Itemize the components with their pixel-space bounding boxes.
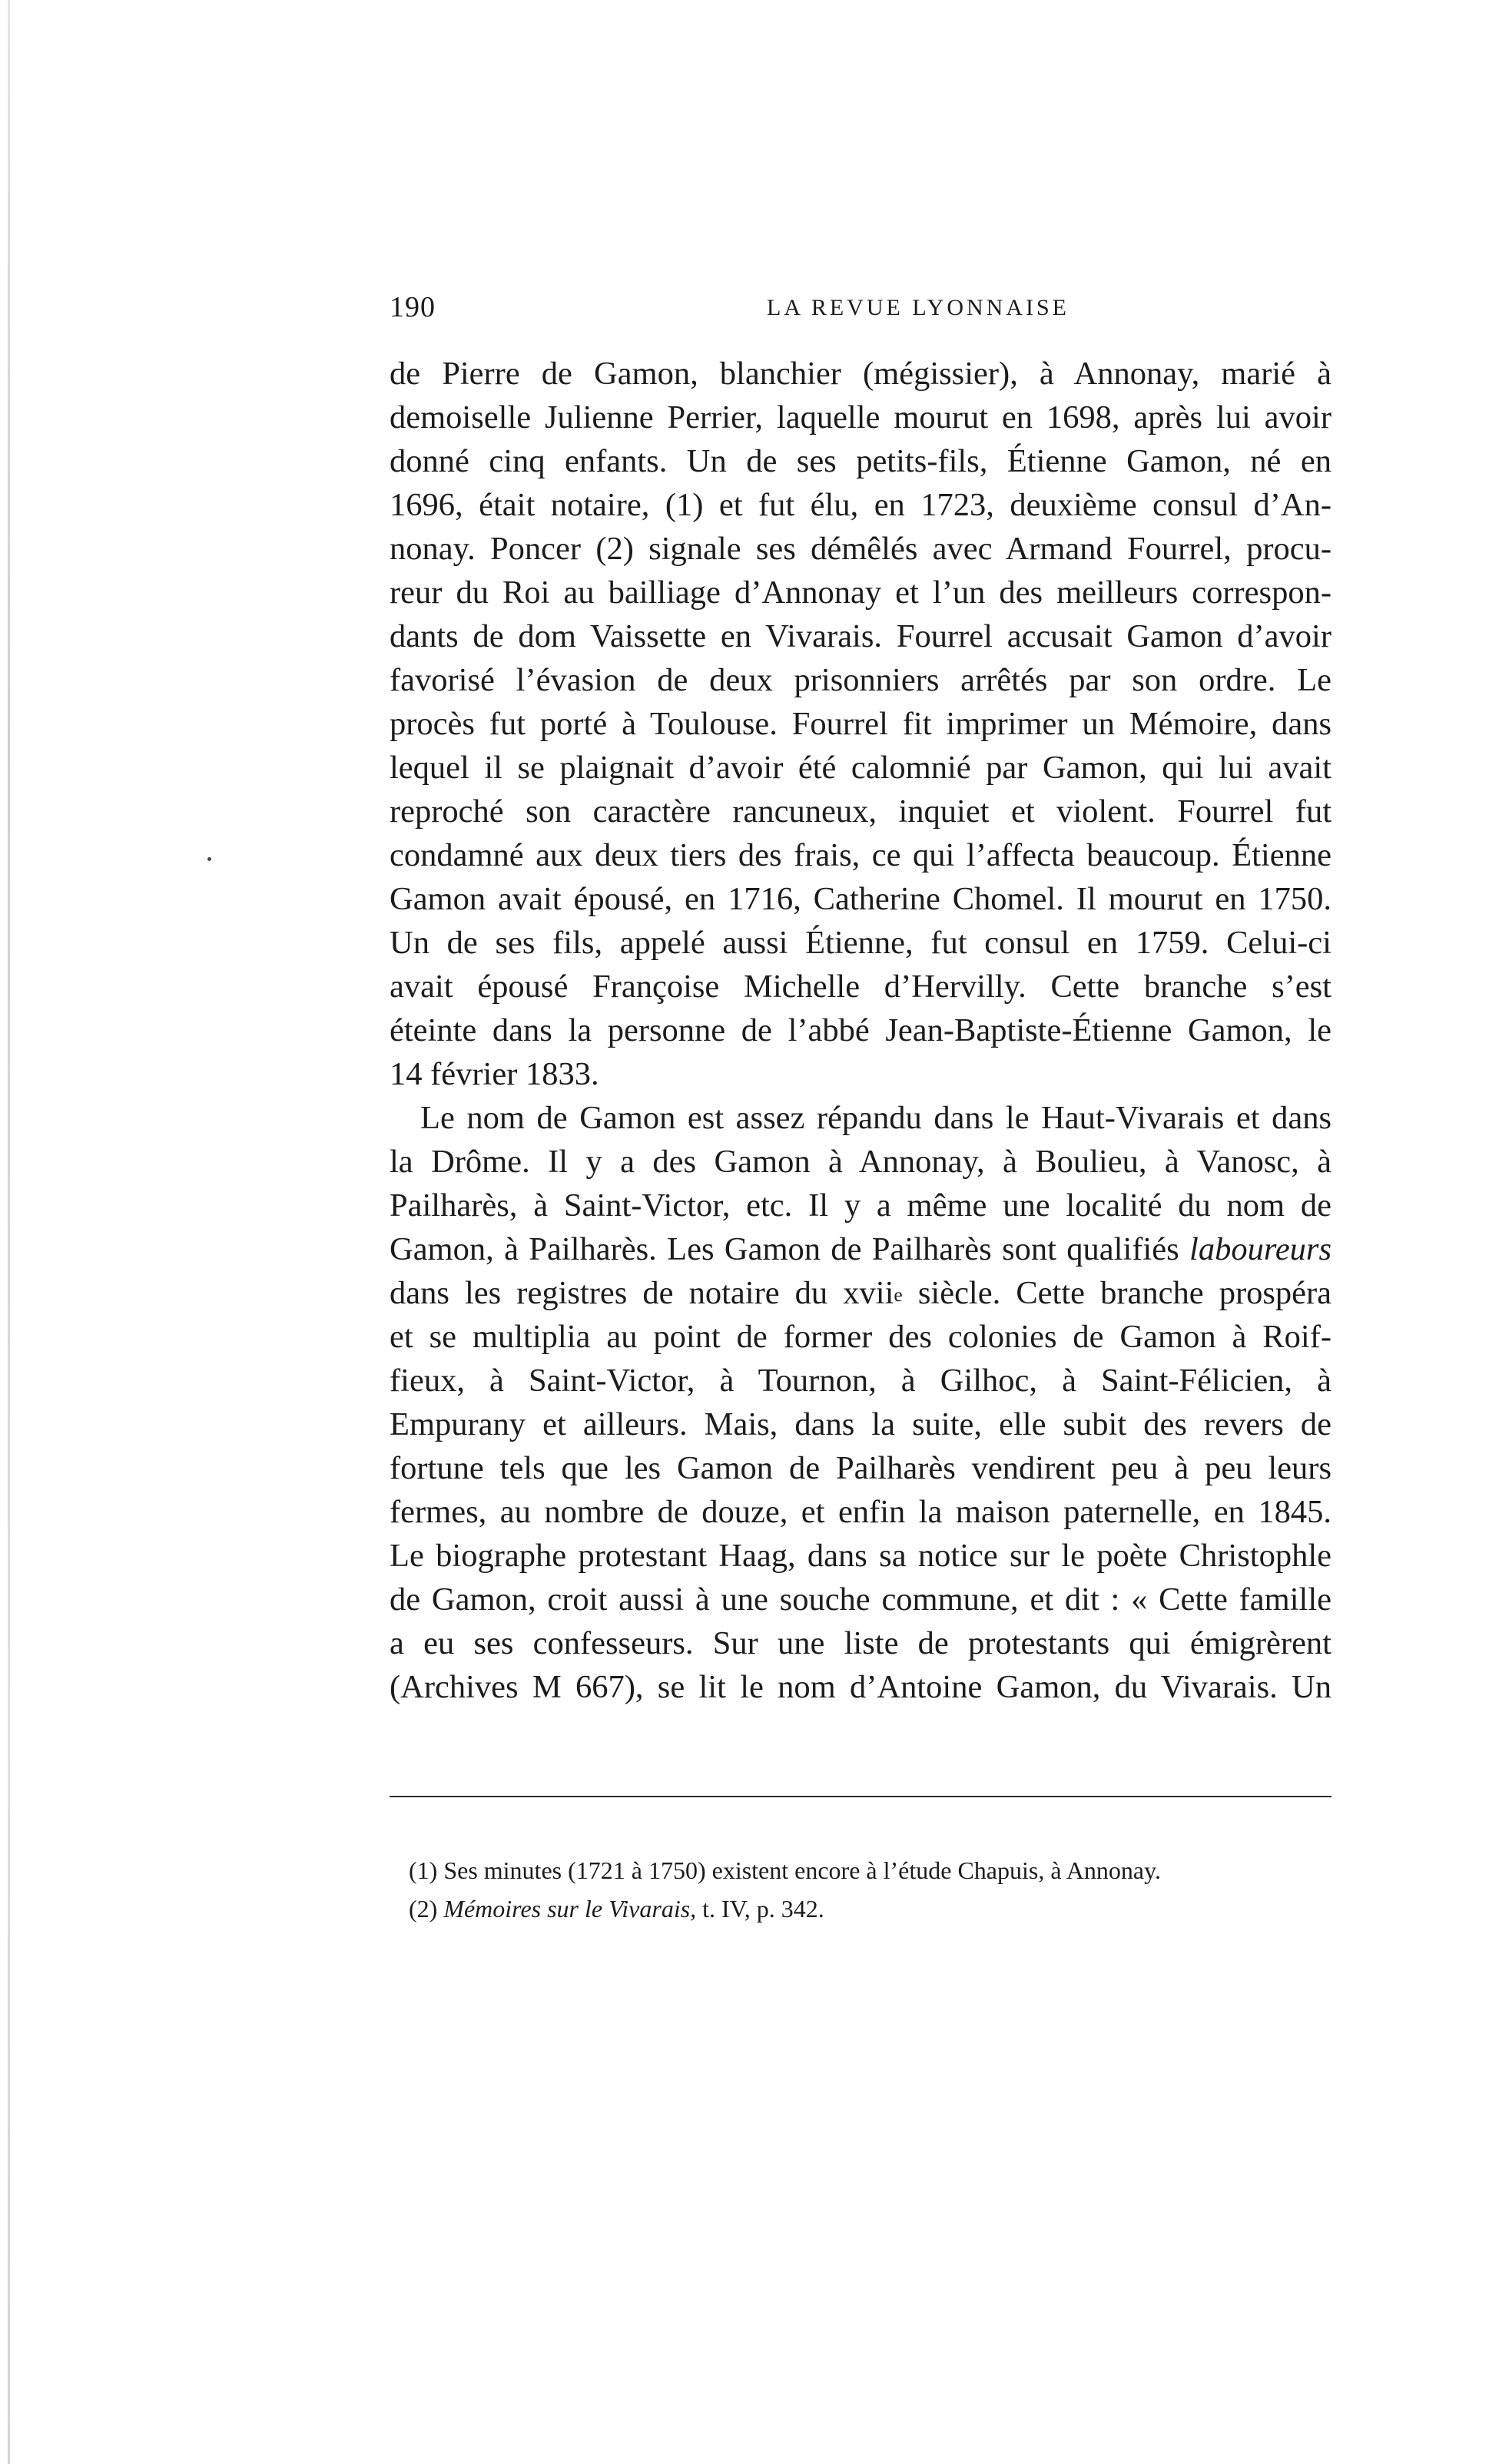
text-segment: siècle. Cette branche prospéra — [917, 1275, 1331, 1311]
text-line: dants de dom Vaissette en Vivarais. Fourrel accusait Gamon d’avoir — [390, 618, 1331, 654]
text-line: Un de ses fils, appelé aussi Étienne, fut consul en 1759. Celui-ci — [390, 925, 1331, 961]
text-line: fieux, à Saint-Victor, à Tournon, à Gilhoc, à Saint-Félicien, à — [390, 1363, 1331, 1399]
text-line: nonay. Poncer (2) signale ses démêlés avec Armand Fourrel, procu- — [390, 531, 1331, 567]
footnote-2 — [409, 1889, 1331, 1928]
century-numeral: xvii — [843, 1275, 894, 1311]
text-line: 14 février 1833. — [390, 1056, 599, 1092]
text-line: éteinte dans la personne de l’abbé Jean-Baptiste-Étienne Gamon, le — [390, 1012, 1331, 1048]
text-line: la Drôme. Il y a des Gamon à Annonay, à Boulieu, à Vanosc, à — [390, 1144, 1331, 1180]
footnote-title: Mémoires sur le Vivarais, — [443, 1895, 697, 1923]
text-line: et se multiplia au point de former des colonies de Gamon à Roif- — [390, 1319, 1331, 1355]
footnote-1: (1) Ses minutes (1721 à 1750) existent encore à l’étude Chapuis, à Annonay. — [409, 1856, 1162, 1884]
text-line: de Pierre de Gamon, blanchier (mégissier), à Annonay, marié à — [390, 356, 1331, 392]
page-header — [390, 290, 1331, 336]
ink-speck — [207, 857, 211, 861]
paragraph-start-line: Le nom de Gamon est assez répandu dans le Haut-Vivarais et dans — [420, 1100, 1331, 1136]
text-line: procès fut porté à Toulouse. Fourrel fit imprimer un Mémoire, dans — [390, 706, 1331, 742]
text-line: fortune tels que les Gamon de Pailharès vendirent peu à peu leurs — [390, 1450, 1331, 1486]
scan-edge — [8, 0, 10, 2464]
century-superscript: e — [894, 1283, 903, 1306]
text-line: reproché son caractère rancuneux, inquiet et violent. Fourrel fut — [390, 793, 1331, 830]
footnotes — [409, 1851, 1331, 1928]
italic-term: laboureurs — [1189, 1231, 1331, 1267]
running-head: LA REVUE LYONNAISE — [767, 295, 1069, 320]
text-line: Le biographe protestant Haag, dans sa notice sur le poète Christophle — [390, 1538, 1331, 1574]
text-segment: dans les registres de notaire du — [390, 1275, 828, 1311]
text-line: donné cinq enfants. Un de ses petits-fils, Étienne Gamon, né en — [390, 443, 1331, 479]
text-line: de Gamon, croit aussi à une souche commune, et dit : « Cette famille — [390, 1581, 1331, 1618]
text-line: Pailharès, à Saint-Victor, etc. Il y a même une localité du nom de — [390, 1187, 1331, 1224]
text-line: reur du Roi au bailliage d’Annonay et l’un des meilleurs correspon- — [390, 575, 1331, 611]
footnote-reference: t. IV, p. 342. — [702, 1895, 824, 1923]
text-line: (Archives M 667), se lit le nom d’Antoine Gamon, du Vivarais. Un — [390, 1669, 1331, 1705]
text-line: a eu ses confesseurs. Sur une liste de protestants qui émigrèrent — [390, 1625, 1331, 1661]
text-line-with-century — [390, 1271, 1331, 1315]
text-line-with-italic — [390, 1227, 1331, 1271]
text-line: 1696, était notaire, (1) et fut élu, en 1723, deuxième consul d’An- — [390, 487, 1331, 523]
text-line: favorisé l’évasion de deux prisonniers arrêtés par son ordre. Le — [390, 662, 1331, 698]
text-line: fermes, au nombre de douze, et enfin la maison paternelle, en 1845. — [390, 1494, 1331, 1530]
body-text — [390, 352, 1331, 1709]
text-line: demoiselle Julienne Perrier, laquelle mourut en 1698, après lui avoir — [390, 399, 1331, 436]
footnote-divider — [390, 1796, 1331, 1797]
footnote-number: (2) — [409, 1895, 438, 1923]
text-line: Gamon avait épousé, en 1716, Catherine Chomel. Il mourut en 1750. — [390, 881, 1331, 917]
text-line: avait épousé Françoise Michelle d’Hervilly. Cette branche s’est — [390, 969, 1331, 1005]
page-number: 190 — [390, 291, 436, 323]
text-line: condamné aux deux tiers des frais, ce qui l’affecta beaucoup. Étienne — [390, 837, 1331, 873]
text-segment: Gamon, à Pailharès. Les Gamon de Pailharès sont qualifiés — [390, 1231, 1179, 1267]
text-line: lequel il se plaignait d’avoir été calomnié par Gamon, qui lui avait — [390, 750, 1331, 786]
text-line: Empurany et ailleurs. Mais, dans la suite, elle subit des revers de — [390, 1406, 1331, 1442]
